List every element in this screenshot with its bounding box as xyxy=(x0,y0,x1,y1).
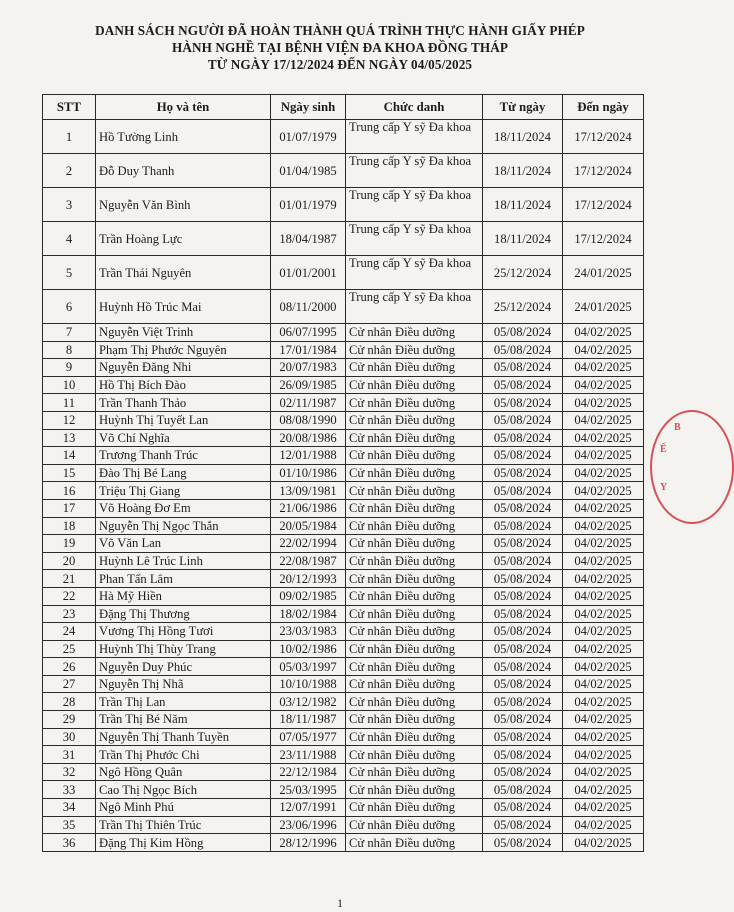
header-from: Từ ngày xyxy=(483,95,563,120)
table-header-row xyxy=(43,95,644,120)
cell-from: 05/08/2024 xyxy=(483,799,563,817)
cell-title: Trung cấp Y sỹ Đa khoa xyxy=(346,290,483,324)
cell-stt: 17 xyxy=(43,499,96,517)
cell-to: 04/02/2025 xyxy=(563,623,644,641)
table-row xyxy=(43,587,644,605)
table-row xyxy=(43,799,644,817)
cell-name: Đỗ Duy Thanh xyxy=(96,154,271,188)
cell-title: Cử nhân Điều dưỡng xyxy=(346,763,483,781)
cell-name: Ngô Minh Phú xyxy=(96,799,271,817)
cell-from: 05/08/2024 xyxy=(483,447,563,465)
table-row xyxy=(43,394,644,412)
cell-dob: 08/11/2000 xyxy=(271,290,346,324)
cell-title: Trung cấp Y sỹ Đa khoa xyxy=(346,120,483,154)
cell-name: Trương Thanh Trúc xyxy=(96,447,271,465)
cell-to: 04/02/2025 xyxy=(563,605,644,623)
table-row xyxy=(43,499,644,517)
cell-dob: 17/01/1984 xyxy=(271,341,346,359)
cell-from: 05/08/2024 xyxy=(483,816,563,834)
cell-dob: 03/12/1982 xyxy=(271,693,346,711)
practitioner-table xyxy=(42,94,644,852)
table-row xyxy=(43,834,644,852)
seal-letter: B xyxy=(674,422,681,433)
cell-dob: 07/05/1977 xyxy=(271,728,346,746)
table-row xyxy=(43,605,644,623)
cell-from: 05/08/2024 xyxy=(483,605,563,623)
cell-name: Đào Thị Bé Lang xyxy=(96,464,271,482)
cell-name: Trần Thị Phước Chi xyxy=(96,746,271,764)
cell-to: 24/01/2025 xyxy=(563,290,644,324)
cell-title: Cử nhân Điều dưỡng xyxy=(346,499,483,517)
cell-from: 05/08/2024 xyxy=(483,834,563,852)
table-row xyxy=(43,376,644,394)
cell-name: Nguyễn Thị Thanh Tuyền xyxy=(96,728,271,746)
cell-title: Cử nhân Điều dưỡng xyxy=(346,711,483,729)
cell-to: 24/01/2025 xyxy=(563,256,644,290)
cell-to: 04/02/2025 xyxy=(563,781,644,799)
cell-dob: 12/01/1988 xyxy=(271,447,346,465)
cell-dob: 28/12/1996 xyxy=(271,834,346,852)
cell-to: 04/02/2025 xyxy=(563,517,644,535)
cell-name: Huỳnh Lê Trúc Linh xyxy=(96,552,271,570)
cell-stt: 6 xyxy=(43,290,96,324)
cell-dob: 10/10/1988 xyxy=(271,675,346,693)
cell-to: 04/02/2025 xyxy=(563,535,644,553)
cell-title: Trung cấp Y sỹ Đa khoa xyxy=(346,188,483,222)
cell-name: Nguyễn Duy Phúc xyxy=(96,658,271,676)
cell-to: 04/02/2025 xyxy=(563,763,644,781)
cell-dob: 12/07/1991 xyxy=(271,799,346,817)
cell-from: 25/12/2024 xyxy=(483,290,563,324)
cell-title: Cử nhân Điều dưỡng xyxy=(346,535,483,553)
cell-name: Trần Thị Thiên Trúc xyxy=(96,816,271,834)
cell-dob: 08/08/1990 xyxy=(271,411,346,429)
cell-stt: 18 xyxy=(43,517,96,535)
cell-dob: 20/08/1986 xyxy=(271,429,346,447)
cell-dob: 23/06/1996 xyxy=(271,816,346,834)
cell-dob: 01/01/1979 xyxy=(271,188,346,222)
cell-name: Trần Thái Nguyên xyxy=(96,256,271,290)
cell-stt: 7 xyxy=(43,324,96,342)
header-title: Chức danh xyxy=(346,95,483,120)
table-row xyxy=(43,482,644,500)
cell-title: Cử nhân Điều dưỡng xyxy=(346,728,483,746)
cell-stt: 4 xyxy=(43,222,96,256)
cell-title: Cử nhân Điều dưỡng xyxy=(346,746,483,764)
cell-stt: 9 xyxy=(43,359,96,377)
cell-stt: 35 xyxy=(43,816,96,834)
table-row xyxy=(43,222,644,256)
cell-from: 18/11/2024 xyxy=(483,222,563,256)
cell-from: 05/08/2024 xyxy=(483,640,563,658)
cell-stt: 25 xyxy=(43,640,96,658)
cell-from: 05/08/2024 xyxy=(483,746,563,764)
cell-title: Cử nhân Điều dưỡng xyxy=(346,658,483,676)
cell-title: Trung cấp Y sỹ Đa khoa xyxy=(346,256,483,290)
table-row xyxy=(43,411,644,429)
table-row xyxy=(43,154,644,188)
cell-name: Huỳnh Thị Thùy Trang xyxy=(96,640,271,658)
cell-name: Hà Mỹ Hiền xyxy=(96,587,271,605)
cell-to: 04/02/2025 xyxy=(563,570,644,588)
cell-name: Vương Thị Hồng Tươi xyxy=(96,623,271,641)
cell-title: Cử nhân Điều dưỡng xyxy=(346,570,483,588)
cell-stt: 10 xyxy=(43,376,96,394)
cell-dob: 18/11/1987 xyxy=(271,711,346,729)
cell-from: 05/08/2024 xyxy=(483,693,563,711)
cell-to: 04/02/2025 xyxy=(563,499,644,517)
header-to: Đến ngày xyxy=(563,95,644,120)
cell-from: 05/08/2024 xyxy=(483,341,563,359)
table-row xyxy=(43,429,644,447)
cell-dob: 10/02/1986 xyxy=(271,640,346,658)
cell-stt: 5 xyxy=(43,256,96,290)
table-row xyxy=(43,763,644,781)
cell-dob: 05/03/1997 xyxy=(271,658,346,676)
cell-dob: 18/02/1984 xyxy=(271,605,346,623)
cell-name: Nguyễn Văn Bình xyxy=(96,188,271,222)
cell-name: Đặng Thị Kim Hồng xyxy=(96,834,271,852)
table-row xyxy=(43,535,644,553)
cell-from: 05/08/2024 xyxy=(483,763,563,781)
cell-to: 04/02/2025 xyxy=(563,394,644,412)
cell-title: Cử nhân Điều dưỡng xyxy=(346,834,483,852)
cell-name: Hồ Tường Linh xyxy=(96,120,271,154)
cell-from: 05/08/2024 xyxy=(483,535,563,553)
cell-dob: 25/03/1995 xyxy=(271,781,346,799)
cell-title: Cử nhân Điều dưỡng xyxy=(346,552,483,570)
cell-to: 04/02/2025 xyxy=(563,324,644,342)
cell-to: 17/12/2024 xyxy=(563,188,644,222)
cell-from: 05/08/2024 xyxy=(483,728,563,746)
cell-stt: 19 xyxy=(43,535,96,553)
heading-line-2: HÀNH NGHỀ TẠI BỆNH VIỆN ĐA KHOA ĐỒNG THÁP xyxy=(171,40,509,55)
cell-name: Võ Hoàng Đơ Em xyxy=(96,499,271,517)
table-row xyxy=(43,640,644,658)
cell-to: 04/02/2025 xyxy=(563,447,644,465)
cell-name: Cao Thị Ngọc Bích xyxy=(96,781,271,799)
cell-to: 04/02/2025 xyxy=(563,341,644,359)
cell-name: Võ Chí Nghĩa xyxy=(96,429,271,447)
cell-to: 17/12/2024 xyxy=(563,154,644,188)
cell-from: 05/08/2024 xyxy=(483,429,563,447)
cell-to: 04/02/2025 xyxy=(563,376,644,394)
cell-title: Cử nhân Điều dưỡng xyxy=(346,587,483,605)
cell-dob: 01/01/2001 xyxy=(271,256,346,290)
page-number: 1 xyxy=(337,896,343,910)
cell-from: 05/08/2024 xyxy=(483,623,563,641)
cell-to: 04/02/2025 xyxy=(563,711,644,729)
cell-stt: 20 xyxy=(43,552,96,570)
cell-from: 05/08/2024 xyxy=(483,711,563,729)
cell-to: 17/12/2024 xyxy=(563,120,644,154)
cell-from: 05/08/2024 xyxy=(483,517,563,535)
cell-stt: 29 xyxy=(43,711,96,729)
table-row xyxy=(43,711,644,729)
header-stt: STT xyxy=(43,95,96,120)
cell-from: 05/08/2024 xyxy=(483,411,563,429)
table-row xyxy=(43,746,644,764)
header-name: Họ và tên xyxy=(96,95,271,120)
cell-title: Cử nhân Điều dưỡng xyxy=(346,517,483,535)
cell-title: Cử nhân Điều dưỡng xyxy=(346,605,483,623)
cell-to: 04/02/2025 xyxy=(563,552,644,570)
table-row xyxy=(43,675,644,693)
cell-dob: 13/09/1981 xyxy=(271,482,346,500)
cell-stt: 30 xyxy=(43,728,96,746)
cell-dob: 01/10/1986 xyxy=(271,464,346,482)
cell-dob: 20/07/1983 xyxy=(271,359,346,377)
cell-from: 05/08/2024 xyxy=(483,587,563,605)
cell-stt: 36 xyxy=(43,834,96,852)
document-heading xyxy=(0,22,680,73)
cell-to: 04/02/2025 xyxy=(563,658,644,676)
cell-name: Triệu Thị Giang xyxy=(96,482,271,500)
cell-to: 04/02/2025 xyxy=(563,429,644,447)
table-row xyxy=(43,552,644,570)
cell-to: 04/02/2025 xyxy=(563,411,644,429)
cell-dob: 21/06/1986 xyxy=(271,499,346,517)
cell-name: Trần Thị Lan xyxy=(96,693,271,711)
cell-to: 04/02/2025 xyxy=(563,640,644,658)
cell-name: Phan Tấn Lâm xyxy=(96,570,271,588)
cell-stt: 1 xyxy=(43,120,96,154)
cell-name: Ngô Hồng Quân xyxy=(96,763,271,781)
cell-title: Cử nhân Điều dưỡng xyxy=(346,411,483,429)
cell-stt: 27 xyxy=(43,675,96,693)
heading-line-3: TỪ NGÀY 17/12/2024 ĐẾN NGÀY 04/05/2025 xyxy=(207,57,473,72)
cell-stt: 21 xyxy=(43,570,96,588)
cell-title: Cử nhân Điều dưỡng xyxy=(346,816,483,834)
cell-from: 18/11/2024 xyxy=(483,154,563,188)
cell-title: Cử nhân Điều dưỡng xyxy=(346,341,483,359)
cell-title: Cử nhân Điều dưỡng xyxy=(346,640,483,658)
cell-stt: 13 xyxy=(43,429,96,447)
cell-title: Cử nhân Điều dưỡng xyxy=(346,447,483,465)
cell-title: Cử nhân Điều dưỡng xyxy=(346,376,483,394)
cell-to: 04/02/2025 xyxy=(563,482,644,500)
table-row xyxy=(43,623,644,641)
table-row xyxy=(43,728,644,746)
cell-to: 04/02/2025 xyxy=(563,728,644,746)
cell-title: Cử nhân Điều dưỡng xyxy=(346,429,483,447)
cell-title: Cử nhân Điều dưỡng xyxy=(346,359,483,377)
cell-stt: 2 xyxy=(43,154,96,188)
cell-stt: 32 xyxy=(43,763,96,781)
cell-stt: 12 xyxy=(43,411,96,429)
cell-dob: 26/09/1985 xyxy=(271,376,346,394)
cell-from: 05/08/2024 xyxy=(483,376,563,394)
cell-title: Trung cấp Y sỹ Đa khoa xyxy=(346,222,483,256)
cell-to: 04/02/2025 xyxy=(563,746,644,764)
table-row xyxy=(43,359,644,377)
cell-from: 05/08/2024 xyxy=(483,359,563,377)
cell-to: 04/02/2025 xyxy=(563,816,644,834)
cell-to: 04/02/2025 xyxy=(563,834,644,852)
cell-title: Cử nhân Điều dưỡng xyxy=(346,464,483,482)
cell-from: 05/08/2024 xyxy=(483,552,563,570)
cell-from: 25/12/2024 xyxy=(483,256,563,290)
table-row xyxy=(43,290,644,324)
table-row xyxy=(43,256,644,290)
cell-title: Cử nhân Điều dưỡng xyxy=(346,482,483,500)
cell-name: Nguyễn Thị Nhã xyxy=(96,675,271,693)
cell-stt: 14 xyxy=(43,447,96,465)
cell-from: 05/08/2024 xyxy=(483,324,563,342)
cell-dob: 01/04/1985 xyxy=(271,154,346,188)
cell-name: Nguyễn Việt Trinh xyxy=(96,324,271,342)
table-row xyxy=(43,188,644,222)
header-dob: Ngày sinh xyxy=(271,95,346,120)
cell-stt: 3 xyxy=(43,188,96,222)
cell-stt: 23 xyxy=(43,605,96,623)
cell-dob: 20/05/1984 xyxy=(271,517,346,535)
table-row xyxy=(43,658,644,676)
cell-to: 17/12/2024 xyxy=(563,222,644,256)
cell-title: Trung cấp Y sỹ Đa khoa xyxy=(346,154,483,188)
table-row xyxy=(43,447,644,465)
cell-title: Cử nhân Điều dưỡng xyxy=(346,394,483,412)
cell-stt: 16 xyxy=(43,482,96,500)
cell-dob: 23/11/1988 xyxy=(271,746,346,764)
cell-from: 05/08/2024 xyxy=(483,658,563,676)
cell-dob: 22/12/1984 xyxy=(271,763,346,781)
cell-dob: 22/08/1987 xyxy=(271,552,346,570)
cell-dob: 09/02/1985 xyxy=(271,587,346,605)
cell-from: 18/11/2024 xyxy=(483,120,563,154)
cell-dob: 23/03/1983 xyxy=(271,623,346,641)
cell-name: Hồ Thị Bích Đào xyxy=(96,376,271,394)
table-row xyxy=(43,693,644,711)
cell-title: Cử nhân Điều dưỡng xyxy=(346,781,483,799)
cell-to: 04/02/2025 xyxy=(563,359,644,377)
cell-name: Trần Thị Bé Năm xyxy=(96,711,271,729)
table-row xyxy=(43,120,644,154)
seal-letter: Y xyxy=(660,482,668,493)
cell-stt: 22 xyxy=(43,587,96,605)
cell-stt: 24 xyxy=(43,623,96,641)
cell-name: Trần Hoàng Lực xyxy=(96,222,271,256)
cell-dob: 02/11/1987 xyxy=(271,394,346,412)
cell-title: Cử nhân Điều dưỡng xyxy=(346,675,483,693)
cell-name: Trần Thanh Thảo xyxy=(96,394,271,412)
table-row xyxy=(43,517,644,535)
cell-title: Cử nhân Điều dưỡng xyxy=(346,324,483,342)
cell-stt: 31 xyxy=(43,746,96,764)
cell-dob: 18/04/1987 xyxy=(271,222,346,256)
cell-name: Huỳnh Thị Tuyết Lan xyxy=(96,411,271,429)
cell-name: Huỳnh Hồ Trúc Mai xyxy=(96,290,271,324)
cell-from: 05/08/2024 xyxy=(483,675,563,693)
cell-to: 04/02/2025 xyxy=(563,693,644,711)
cell-dob: 01/07/1979 xyxy=(271,120,346,154)
cell-stt: 34 xyxy=(43,799,96,817)
cell-title: Cử nhân Điều dưỡng xyxy=(346,693,483,711)
table-body xyxy=(43,120,644,852)
cell-dob: 20/12/1993 xyxy=(271,570,346,588)
cell-stt: 26 xyxy=(43,658,96,676)
cell-stt: 33 xyxy=(43,781,96,799)
cell-from: 18/11/2024 xyxy=(483,188,563,222)
cell-title: Cử nhân Điều dưỡng xyxy=(346,623,483,641)
cell-name: Nguyễn Đăng Nhi xyxy=(96,359,271,377)
heading-line-1: DANH SÁCH NGƯỜI ĐÃ HOÀN THÀNH QUÁ TRÌNH THỰC HÀNH GIẤY PHÉP xyxy=(95,23,585,38)
seal-letter: Ế xyxy=(660,444,667,455)
cell-from: 05/08/2024 xyxy=(483,464,563,482)
official-seal-fragment xyxy=(650,410,734,524)
cell-to: 04/02/2025 xyxy=(563,799,644,817)
table-row xyxy=(43,324,644,342)
table-row xyxy=(43,570,644,588)
cell-name: Võ Văn Lan xyxy=(96,535,271,553)
cell-dob: 06/07/1995 xyxy=(271,324,346,342)
cell-from: 05/08/2024 xyxy=(483,499,563,517)
cell-to: 04/02/2025 xyxy=(563,675,644,693)
cell-from: 05/08/2024 xyxy=(483,394,563,412)
table-row xyxy=(43,781,644,799)
cell-stt: 28 xyxy=(43,693,96,711)
table-row xyxy=(43,464,644,482)
cell-name: Phạm Thị Phước Nguyên xyxy=(96,341,271,359)
table-row xyxy=(43,341,644,359)
cell-stt: 11 xyxy=(43,394,96,412)
cell-to: 04/02/2025 xyxy=(563,587,644,605)
cell-stt: 8 xyxy=(43,341,96,359)
cell-from: 05/08/2024 xyxy=(483,570,563,588)
cell-dob: 22/02/1994 xyxy=(271,535,346,553)
cell-from: 05/08/2024 xyxy=(483,781,563,799)
cell-to: 04/02/2025 xyxy=(563,464,644,482)
cell-title: Cử nhân Điều dưỡng xyxy=(346,799,483,817)
cell-from: 05/08/2024 xyxy=(483,482,563,500)
table-row xyxy=(43,816,644,834)
cell-name: Nguyễn Thị Ngọc Thắn xyxy=(96,517,271,535)
cell-name: Đặng Thị Thương xyxy=(96,605,271,623)
cell-stt: 15 xyxy=(43,464,96,482)
